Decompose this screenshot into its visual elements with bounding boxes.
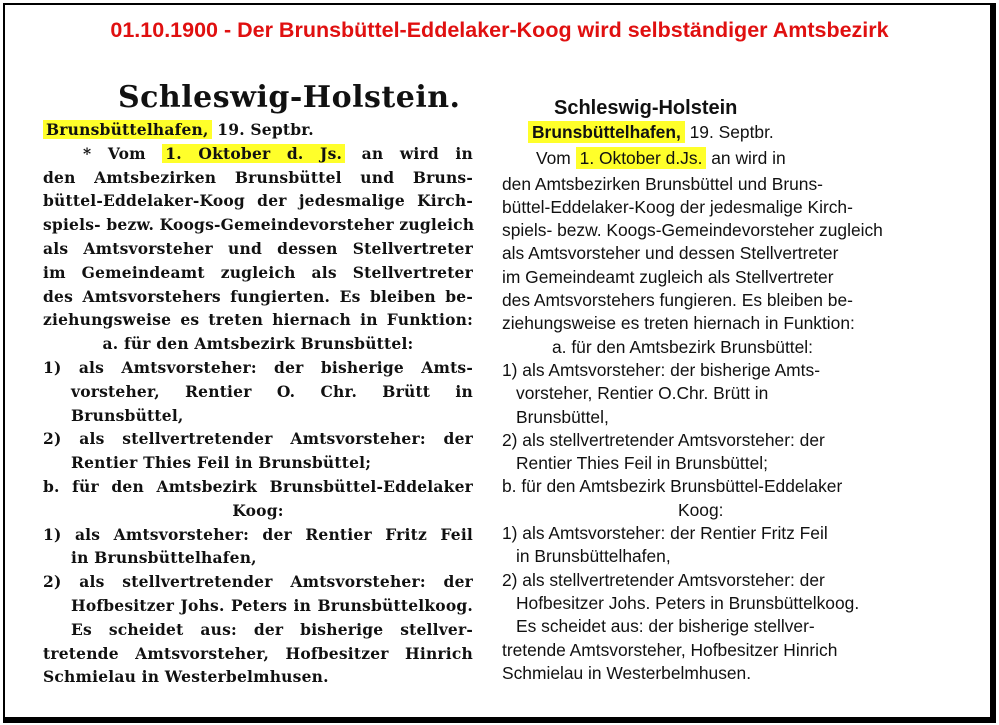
clipping-line: büttel-Eddelaker-Koog der jedesmalige Kirch- xyxy=(43,191,473,211)
transcription-line: büttel-Eddelaker-Koog der jedesmalige Kirch- xyxy=(502,196,853,217)
transcription-line: Rentier Thies Feil in Brunsbüttel; xyxy=(516,453,768,474)
clipping-line: Schmielau in Westerbelmhusen. xyxy=(43,667,329,687)
transcription-line: des Amtsvorstehers fungieren. Es bleiben be- xyxy=(502,290,853,311)
transcription-line: 1) als Amtsvorsteher: der bisherige Amts- xyxy=(502,359,820,380)
clipping-line: a. für den Amtsbezirk Brunsbüttel: xyxy=(102,334,414,354)
transcription-line: in Brunsbüttelhafen, xyxy=(516,546,671,567)
clipping-line: ziehungsweise es treten hiernach in Funktion: xyxy=(43,310,473,330)
clipping-line: vorsteher, Rentier O. Chr. Brütt in xyxy=(71,381,473,401)
transcription-line: im Gemeindeamt zugleich als Stellvertreter xyxy=(502,266,834,287)
transcription-line xyxy=(536,147,972,170)
clipping-title: Schleswig-Holstein. xyxy=(118,80,461,115)
clipping-line: Koog: xyxy=(232,500,284,520)
newspaper-clipping xyxy=(43,78,473,689)
transcription-line: 1) als Amtsvorsteher: der Rentier Fritz Feil xyxy=(502,523,828,544)
transcription-date: 19. Septbr. xyxy=(689,122,774,142)
transcription-line: Hofbesitzer Johs. Peters in Brunsbüttelkoog. xyxy=(516,592,860,613)
transcription xyxy=(502,95,972,685)
page-headline: 01.10.1900 - Der Brunsbüttel-Eddelaker-Koog wird selbständiger Amtsbezirk xyxy=(110,18,889,42)
transcription-line: tretende Amtsvorsteher, Hofbesitzer Hinrich xyxy=(502,639,838,660)
transcription-text: Vom xyxy=(536,148,571,169)
transcription-line: b. für den Amtsbezirk Brunsbüttel-Eddelaker xyxy=(502,476,843,497)
clipping-line: 2) als stellvertretender Amtsvorsteher: der xyxy=(43,429,473,449)
transcription-date-highlight: 1. Oktober d.Js. xyxy=(576,147,707,169)
transcription-line: als Amtsvorsteher und dessen Stellvertreter xyxy=(502,243,839,264)
clipping-line xyxy=(43,142,473,166)
transcription-line: Es scheidet aus: der bisherige stellver- xyxy=(516,616,815,637)
transcription-line: spiels- bezw. Koogs-Gemeindevorsteher zugleich xyxy=(502,220,883,241)
clipping-line: im Gemeindeamt zugleich als Stellvertreter xyxy=(43,262,473,282)
transcription-line: a. für den Amtsbezirk Brunsbüttel: xyxy=(552,336,813,357)
clipping-line: tretende Amtsvorsteher, Hofbesitzer Hinrich xyxy=(43,643,473,663)
clipping-place-highlight: Brunsbüttelhafen, xyxy=(43,120,212,139)
transcription-line: 2) als stellvertretender Amtsvorsteher: der xyxy=(502,569,825,590)
clipping-date-highlight: 1. Oktober d. Js. xyxy=(162,144,345,163)
transcription-line: Schmielau in Westerbelmhusen. xyxy=(502,662,752,683)
clipping-date: 19. Septbr. xyxy=(217,120,314,139)
clipping-line: als Amtsvorsteher und dessen Stellvertreter xyxy=(43,238,473,258)
clipping-line: 1) als Amtsvorsteher: der bisherige Amts- xyxy=(43,357,473,377)
clipping-text: * Vom xyxy=(83,143,146,163)
transcription-line: vorsteher, Rentier O.Chr. Brütt in xyxy=(516,383,769,404)
clipping-text: an wird in xyxy=(361,143,473,163)
clipping-line: Es scheidet aus: der bisherige stellver- xyxy=(71,619,473,639)
clipping-line: den Amtsbezirken Brunsbüttel und Bruns- xyxy=(43,167,473,187)
clipping-line xyxy=(43,118,473,142)
clipping-line: in Brunsbüttelhafen, xyxy=(71,548,257,568)
transcription-line: Koog: xyxy=(678,499,724,520)
transcription-title: Schleswig-Holstein xyxy=(554,97,738,119)
clipping-line: spiels- bezw. Koogs-Gemeindevorsteher zugleich xyxy=(43,215,475,235)
clipping-line: 2) als stellvertretender Amtsvorsteher: der xyxy=(43,572,473,592)
transcription-line: Brunsbüttel, xyxy=(516,406,609,427)
clipping-line: Hofbesitzer Johs. Peters in Brunsbüttelkoog. xyxy=(71,595,473,615)
clipping-line: des Amtsvorstehers fungierten. Es bleiben be- xyxy=(43,286,473,306)
transcription-text: an wird in xyxy=(711,148,786,169)
transcription-line: den Amtsbezirken Brunsbüttel und Bruns- xyxy=(502,173,823,194)
transcription-line xyxy=(528,121,972,144)
transcription-line: 2) als stellvertretender Amtsvorsteher: der xyxy=(502,429,825,450)
transcription-place-highlight: Brunsbüttelhafen, xyxy=(528,121,685,143)
clipping-line: Brunsbüttel, xyxy=(71,405,184,425)
clipping-line: Rentier Thies Feil in Brunsbüttel; xyxy=(71,453,372,473)
transcription-line: ziehungsweise es treten hiernach in Funktion: xyxy=(502,313,855,334)
clipping-line: 1) als Amtsvorsteher: der Rentier Fritz Feil xyxy=(43,524,473,544)
clipping-line: b. für den Amtsbezirk Brunsbüttel-Eddelaker xyxy=(43,476,473,496)
